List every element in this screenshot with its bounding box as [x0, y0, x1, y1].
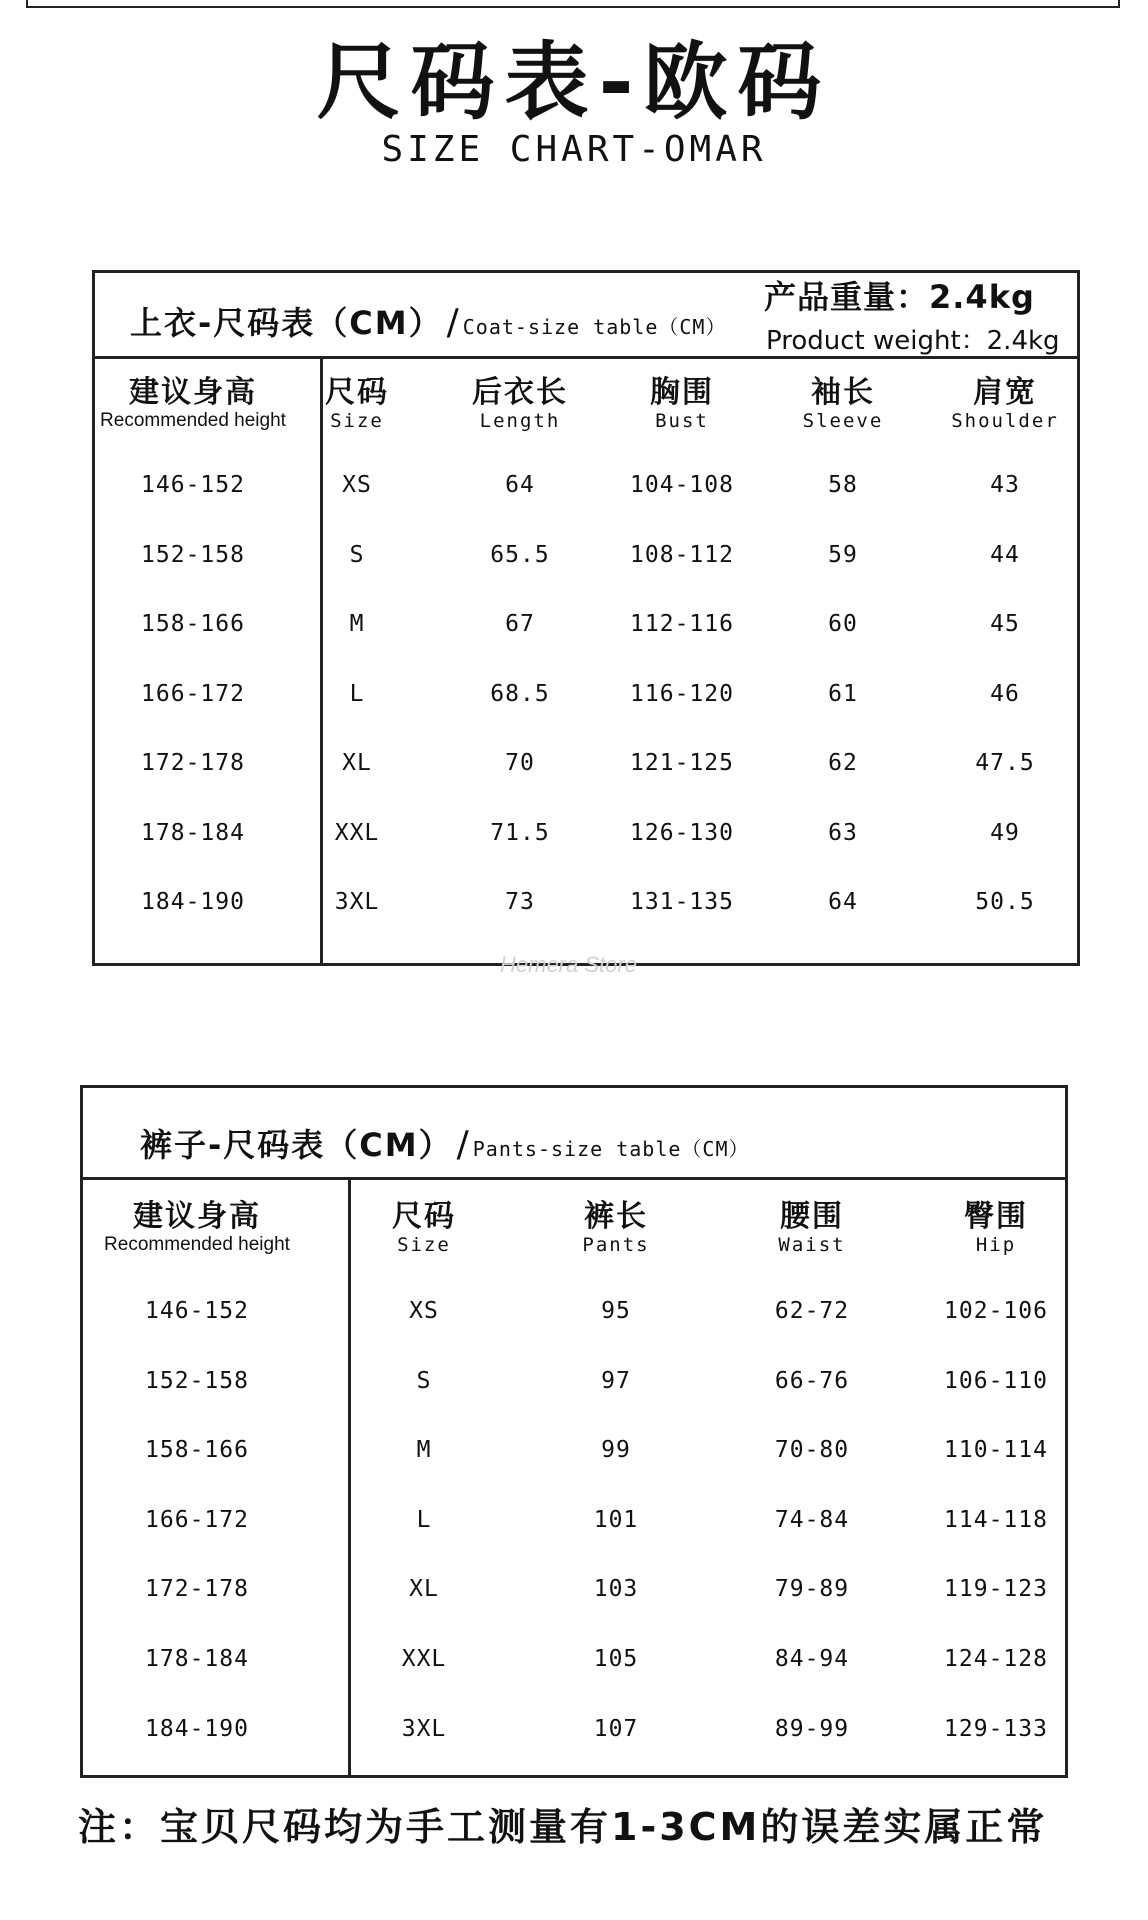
coat-table-cell: 178-184	[141, 819, 245, 846]
coat-table-caption	[130, 298, 726, 344]
coat-header-en: Shoulder	[951, 410, 1059, 432]
coat-header-zh: 尺码	[325, 375, 389, 410]
pants-table-cell: XXL	[401, 1646, 447, 1672]
coat-table-cell: 158-166	[141, 611, 245, 637]
coat-table-cell: 131-135	[630, 889, 734, 915]
page-title: 尺码表-欧码	[316, 33, 832, 131]
coat-table-cell: 184-190	[141, 889, 245, 915]
pants-table-cell: 107	[593, 1715, 639, 1742]
pants-header-en: Recommended height	[104, 1234, 290, 1255]
pants-header-col-0	[104, 1200, 290, 1256]
coat-table-cell: 67	[505, 611, 535, 637]
coat-header-col-3	[650, 376, 714, 432]
pants-table-cell: 178-184	[145, 1646, 249, 1672]
coat-table-cell: 64	[505, 472, 535, 498]
coat-table-cell: 60	[828, 611, 858, 637]
pants-table-cell: 3XL	[401, 1715, 447, 1742]
coat-caption-zh: 上衣-尺码表（CM）	[130, 304, 443, 342]
coat-table-cell: L	[349, 680, 365, 707]
pants-header-en: Pants	[582, 1234, 650, 1256]
pants-table-cell: 110-114	[944, 1437, 1048, 1464]
pants-header-zh: 建议身高	[132, 1199, 261, 1234]
pants-header-en: Hip	[975, 1234, 1017, 1256]
coat-table-cell: 43	[990, 472, 1020, 498]
pants-table-cell: 105	[593, 1646, 639, 1672]
coat-header-en: Sleeve	[802, 410, 884, 432]
page-subtitle: SIZE CHART-OMAR	[381, 129, 767, 170]
pants-header-zh: 裤长	[583, 1199, 648, 1234]
coat-header-col-5	[951, 376, 1059, 432]
store-watermark: Hemera Store	[500, 952, 637, 977]
pants-table-cell: 106-110	[944, 1367, 1048, 1394]
pants-table-cell: 184-190	[145, 1715, 249, 1742]
coat-header-en: Recommended height	[100, 410, 286, 431]
pants-caption-en: Pants-size table（CM）	[472, 1137, 750, 1161]
coat-table-cell: 104-108	[630, 472, 734, 498]
pants-column-divider	[348, 1177, 351, 1778]
pants-table-cell: 79-89	[774, 1576, 850, 1603]
pants-table-cell: 152-158	[145, 1367, 249, 1394]
pants-size-table	[80, 1085, 1068, 1778]
coat-table-cell: 47.5	[975, 750, 1035, 776]
coat-table-cell: 58	[828, 472, 858, 498]
pants-table-cell: 70-80	[774, 1437, 850, 1464]
coat-header-col-0	[100, 376, 286, 432]
coat-header-col-2	[472, 376, 568, 432]
coat-table-cell: 71.5	[490, 819, 550, 846]
coat-table-cell: 116-120	[630, 680, 734, 707]
coat-table-cell: 61	[828, 680, 858, 707]
pants-header-en: Waist	[778, 1234, 846, 1256]
top-frame-border	[26, 0, 1120, 8]
measurement-note: 注：宝贝尺码均为手工测量有1-3CM的误差实属正常	[78, 1805, 1048, 1849]
coat-table-cell: XL	[342, 750, 372, 776]
pants-header-en: Size	[397, 1234, 451, 1256]
coat-table-cell: 64	[828, 889, 858, 915]
pants-table-cell: 101	[593, 1506, 639, 1533]
coat-table-cell: M	[349, 611, 365, 637]
coat-table-cell: XS	[342, 472, 372, 498]
coat-caption-en: Coat-size table（CM）	[462, 315, 727, 339]
coat-table-cell: 49	[990, 819, 1020, 846]
pants-header-col-4	[964, 1200, 1028, 1256]
pants-table-cell: 89-99	[774, 1715, 850, 1742]
coat-table-cell: 45	[990, 611, 1020, 637]
coat-caption-slash: /	[446, 302, 459, 343]
pants-table-caption	[140, 1120, 750, 1166]
pants-table-cell: 66-76	[774, 1367, 850, 1394]
pants-table-cell: 97	[601, 1367, 631, 1394]
coat-table-cell: 73	[505, 889, 535, 915]
coat-header-zh: 肩宽	[972, 375, 1037, 410]
coat-header-col-1	[325, 376, 389, 432]
coat-header-zh: 胸围	[650, 375, 714, 410]
pants-table-cell: S	[416, 1367, 432, 1394]
pants-table-cell: 95	[601, 1298, 631, 1324]
pants-table-cell: L	[416, 1506, 432, 1533]
pants-table-cell: 114-118	[944, 1506, 1048, 1533]
pants-table-cell: M	[416, 1437, 432, 1464]
coat-column-divider	[320, 356, 323, 966]
pants-table-cell: 102-106	[944, 1298, 1048, 1324]
coat-header-zh: 袖长	[810, 375, 875, 410]
pants-caption-slash: /	[456, 1124, 469, 1165]
pants-caption-zh: 裤子-尺码表（CM）	[140, 1126, 453, 1164]
pants-caption-divider	[80, 1177, 1068, 1180]
pants-header-col-1	[392, 1200, 456, 1256]
product-weight-en: Product weight：2.4kg	[766, 326, 1060, 356]
product-weight-zh: 产品重量：2.4kg	[764, 278, 1035, 316]
coat-header-en: Bust	[655, 410, 709, 432]
pants-table-cell: 103	[593, 1576, 639, 1603]
coat-table-cell: 70	[505, 750, 535, 776]
coat-header-zh: 后衣长	[472, 375, 568, 410]
coat-table-cell: 121-125	[630, 750, 734, 776]
pants-table-cell: 74-84	[774, 1506, 850, 1533]
pants-table-cell: 129-133	[944, 1715, 1048, 1742]
coat-table-cell: 172-178	[141, 750, 245, 776]
coat-table-cell: XXL	[334, 819, 380, 846]
pants-table-cell: 146-152	[145, 1298, 249, 1324]
pants-header-col-3	[778, 1200, 845, 1256]
coat-header-en: Size	[330, 410, 384, 432]
pants-table-cell: 99	[601, 1437, 631, 1464]
coat-header-col-4	[803, 376, 884, 432]
coat-table-cell: 59	[828, 541, 858, 568]
coat-table-cell: 62	[828, 750, 858, 776]
coat-header-zh: 建议身高	[128, 375, 257, 410]
coat-table-cell: 68.5	[490, 680, 550, 707]
pants-table-cell: 166-172	[145, 1506, 249, 1533]
pants-header-zh: 尺码	[392, 1199, 456, 1234]
pants-table-cell: 62-72	[774, 1298, 850, 1324]
pants-header-zh: 腰围	[779, 1199, 844, 1234]
coat-table-cell: 50.5	[975, 889, 1035, 915]
pants-table-cell: XL	[409, 1576, 439, 1603]
pants-header-col-2	[582, 1200, 649, 1256]
pants-header-zh: 臀围	[964, 1199, 1028, 1234]
coat-table-cell: S	[349, 541, 365, 568]
pants-table-cell: 158-166	[145, 1437, 249, 1464]
pants-table-cell: 84-94	[774, 1646, 850, 1672]
pants-table-cell: 119-123	[944, 1576, 1048, 1603]
coat-header-en: Length	[479, 410, 561, 432]
coat-table-cell: 146-152	[141, 472, 245, 498]
pants-table-cell: 124-128	[944, 1646, 1048, 1672]
coat-table-cell: 63	[828, 819, 858, 846]
coat-table-cell: 44	[990, 541, 1020, 568]
coat-table-cell: 112-116	[630, 611, 734, 637]
coat-table-cell: 46	[990, 680, 1020, 707]
coat-table-cell: 65.5	[490, 541, 550, 568]
coat-table-cell: 108-112	[630, 541, 734, 568]
coat-table-cell: 3XL	[334, 889, 380, 915]
coat-table-cell: 152-158	[141, 541, 245, 568]
coat-table-cell: 126-130	[630, 819, 734, 846]
coat-table-cell: 166-172	[141, 680, 245, 707]
pants-table-cell: 172-178	[145, 1576, 249, 1603]
pants-table-cell: XS	[409, 1298, 439, 1324]
